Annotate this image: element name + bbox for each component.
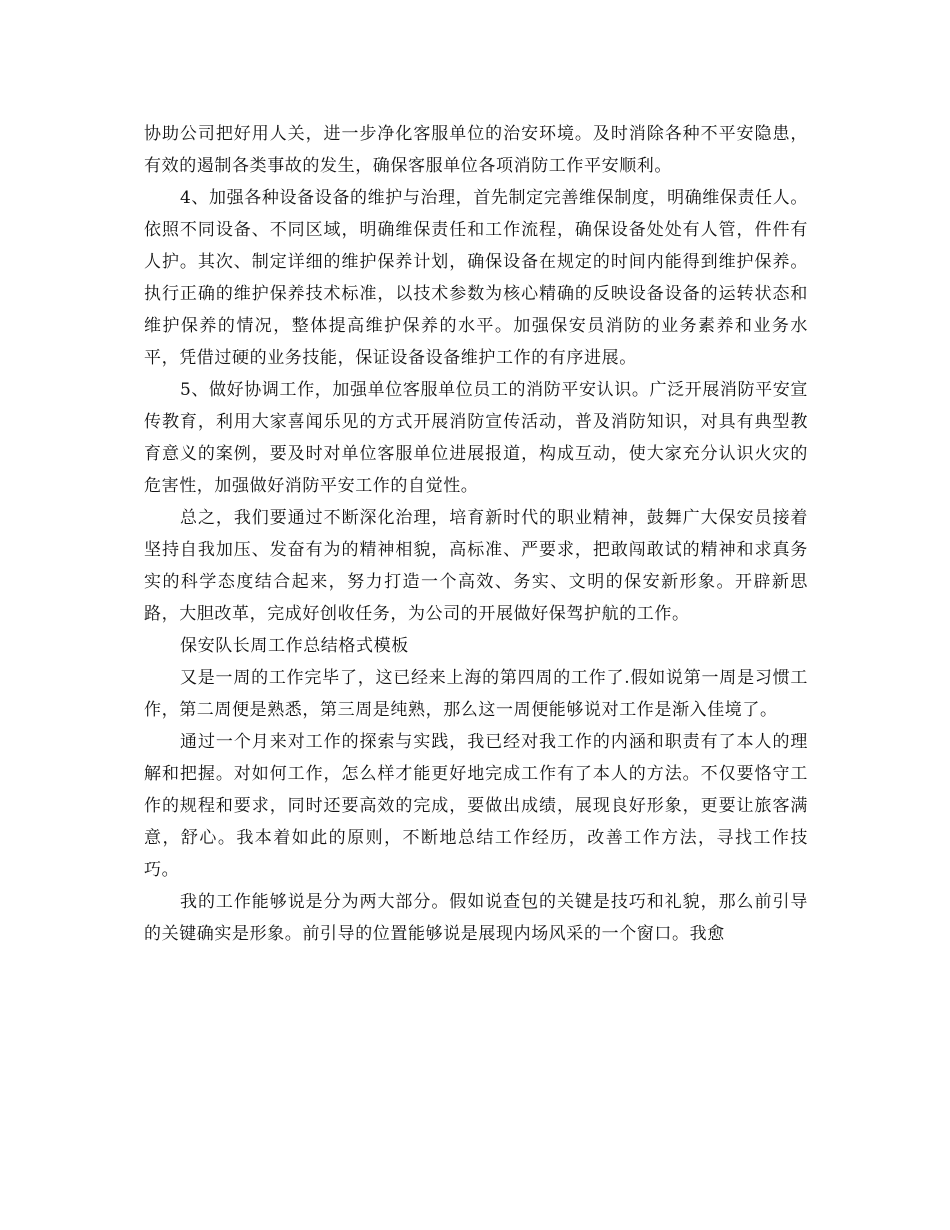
paragraph-1: 协助公司把好用人关，进一步净化客服单位的治安环境。及时消除各种不平安隐患，有效的遏制各类事故的发生，确保客服单位各项消防工作平安顺利。 — [144, 124, 808, 176]
section-heading: 保安队长周工作总结格式模板 — [180, 636, 409, 656]
document-page — [144, 118, 808, 950]
paragraph-7: 我的工作能够说是分为两大部分。假如说查包的关键是技巧和礼貌，那么前引导的关键确实是形象。前引导的位置能够说是展现内场风采的一个窗口。我愈 — [144, 892, 808, 944]
paragraph-6: 通过一个月来对工作的探索与实践，我已经对我工作的内涵和职责有了本人的理解和把握。对如何工作，怎么样才能更好地完成工作有了本人的方法。不仅要恪守工作的规程和要求，同时还要高效的完成，要做出成绩，展现良好形象，更要让旅客满意，舒心。我本着如此的原则，不断地总结工作经历，改善工作方法，寻找工作技巧。 — [144, 732, 808, 880]
paragraph-5: 又是一周的工作完毕了，这已经来上海的第四周的工作了.假如说第一周是习惯工作，第二周便是熟悉，第三周是纯熟，那么这一周便能够说对工作是渐入佳境了。 — [144, 668, 808, 720]
paragraph-3: 5、做好协调工作，加强单位客服单位员工的消防平安认识。广泛开展消防平安宣传教育，利用大家喜闻乐见的方式开展消防宣传活动，普及消防知识，对具有典型教育意义的案例，要及时对单位客服单位进展报道，构成互动，使大家充分认识火灾的危害性，加强做好消防平安工作的自觉性。 — [144, 380, 808, 496]
paragraph-4: 总之，我们要通过不断深化治理，培育新时代的职业精神，鼓舞广大保安员接着坚持自我加压、发奋有为的精神相貌，高标准、严要求，把敢闯敢试的精神和求真务实的科学态度结合起来，努力打造一个高效、务实、文明的保安新形象。开辟新思路，大胆改革，完成好创收任务，为公司的开展做好保驾护航的工作。 — [144, 508, 808, 624]
paragraph-2: 4、加强各种设备设备的维护与治理，首先制定完善维保制度，明确维保责任人。依照不同设备、不同区域，明确维保责任和工作流程，确保设备处处有人管，件件有人护。其次、制定详细的维护保养计划，确保设备在规定的时间内能得到维护保养。执行正确的维护保养技术标准，以技术参数为核心精确的反映设备设备的运转状态和维护保养的情况，整体提高维护保养的水平。加强保安员消防的业务素养和业务水平，凭借过硬的业务技能，保证设备设备维护工作的有序进展。 — [144, 188, 808, 368]
